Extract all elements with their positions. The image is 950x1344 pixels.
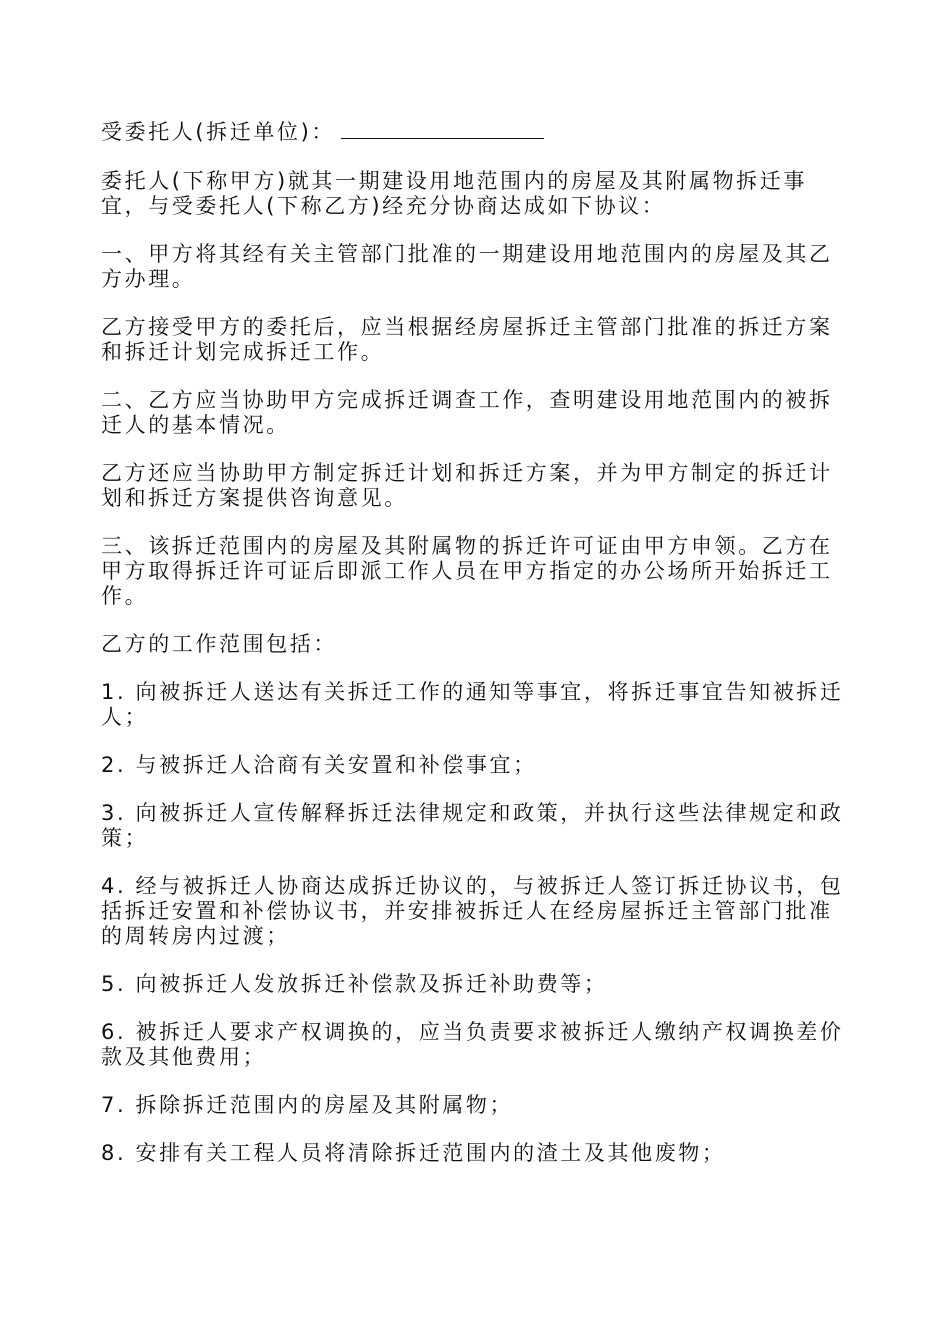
list-item: 8. 安排有关工程人员将清除拆迁范围内的渣土及其他废物；	[101, 1141, 726, 1165]
clause-one-paragraph: 一、甲方将其经有关主管部门批准的一期建设用地范围内的房屋及其乙方办理。	[101, 242, 833, 291]
document-body	[101, 118, 853, 1189]
list-item: 5. 向被拆迁人发放拆迁补偿款及拆迁补助费等；	[101, 972, 608, 996]
entrustee-blank-field	[341, 118, 544, 139]
preamble-paragraph: 委托人(下称甲方)就其一期建设用地范围内的房屋及其附属物拆迁事宜，与受委托人(下称乙方)经充分协商达成如下协议：	[101, 169, 807, 218]
clause-one-detail-paragraph: 乙方接受甲方的委托后，应当根据经房屋拆迁主管部门批准的拆迁方案和拆迁计划完成拆迁工作。	[101, 315, 833, 364]
clause-three-paragraph: 三、该拆迁范围内的房屋及其附属物的拆迁许可证由甲方申领。乙方在甲方取得拆迁许可证后即派工作人员在甲方指定的办公场所开始拆迁工作。	[101, 534, 833, 608]
clause-two-paragraph: 二、乙方应当协助甲方完成拆迁调查工作，查明建设用地范围内的被拆迁人的基本情况。	[101, 388, 833, 437]
list-item: 7. 拆除拆迁范围内的房屋及其附属物；	[101, 1093, 514, 1117]
list-item: 4. 经与被拆迁人协商达成拆迁协议的，与被拆迁人签订拆迁协议书，包括拆迁安置和补偿协议书，并安排被拆迁人在经房屋拆迁主管部门批准的周转房内过渡；	[101, 874, 844, 948]
entrustee-line	[101, 118, 853, 145]
list-item: 1. 向被拆迁人送达有关拆迁工作的通知等事宜，将拆迁事宜告知被拆迁人；	[101, 680, 844, 729]
list-item: 6. 被拆迁人要求产权调换的，应当负责要求被拆迁人缴纳产权调换差价款及其他费用；	[101, 1020, 844, 1069]
entrustee-label: 受委托人(拆迁单位)：	[101, 120, 335, 144]
work-scope-heading: 乙方的工作范围包括：	[101, 632, 337, 656]
list-item: 2. 与被拆迁人洽商有关安置和补偿事宜；	[101, 753, 537, 777]
list-item: 3. 向被拆迁人宣传解释拆迁法律规定和政策，并执行这些法律规定和政策；	[101, 801, 844, 850]
clause-two-detail-paragraph: 乙方还应当协助甲方制定拆迁计划和拆迁方案，并为甲方制定的拆迁计划和拆迁方案提供咨询意见。	[101, 461, 833, 510]
